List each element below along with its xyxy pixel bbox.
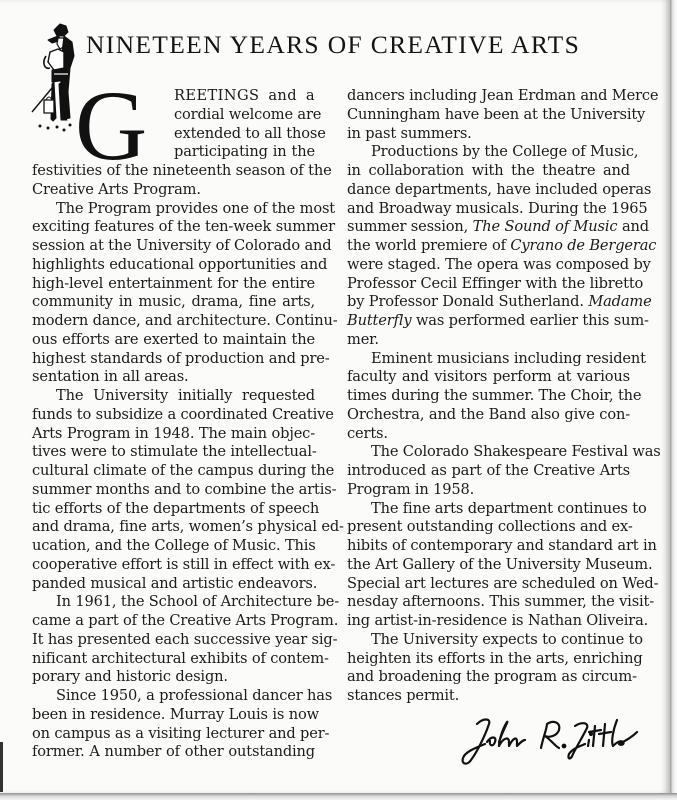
text-line: dancers including Jean Erdman and Merce	[347, 87, 659, 104]
text-line: introduced as part of the Creative Arts	[347, 462, 630, 479]
text-line: sentation in all areas.	[32, 368, 189, 386]
text-line: exciting features of the ten-week summer	[32, 218, 335, 236]
left-column	[32, 70, 344, 762]
right-column	[347, 87, 661, 706]
text-line: in collaboration with the theatre and	[347, 162, 630, 179]
text-line: been in residence. Murray Louis is now	[32, 705, 319, 723]
text-line: ucation, and the College of Music. This	[32, 537, 316, 554]
text-fragment: and	[621, 218, 649, 236]
text-line: Creative Arts Program.	[32, 180, 201, 198]
text-line: Professor Cecil Effinger with the libretto	[347, 274, 644, 292]
text-line: Program in 1958.	[347, 480, 475, 498]
page-edge-right	[670, 0, 677, 800]
text-line: heighten its efforts in the arts, enriching	[347, 649, 643, 667]
text-line: former. A number of other outstanding	[32, 743, 315, 761]
text-line: The fine arts department continues to	[371, 499, 647, 517]
text-fragment: the world premiere of	[347, 237, 506, 254]
text-line: and drama, fine arts, women’s physical ed-	[32, 518, 344, 536]
work-title-sound-of-music: The Sound of Music	[472, 218, 618, 236]
text-line: Productions by the College of Music,	[371, 143, 639, 161]
text-line: highlights educational opportunities and	[32, 255, 328, 273]
text-line: came a part of the Creative Arts Program.	[32, 612, 339, 629]
text-line: community in music, drama, fine arts,	[32, 293, 315, 311]
text-line: Orchestra, and the Band also give con-	[347, 405, 630, 423]
text-line: funds to subsidize a coordinated Creative	[32, 405, 334, 423]
text-line: Special art lectures are scheduled on Wed-	[347, 574, 659, 592]
page-edge-bottom	[0, 793, 677, 800]
text-line: in past summers.	[347, 124, 472, 142]
text-line: and broadening the program as circum-	[347, 668, 637, 686]
text-line: cordial welcome are	[174, 105, 322, 123]
binding-edge-mark	[0, 742, 3, 792]
text-line: stances permit.	[347, 687, 460, 704]
text-fragment: by Professor Donald Sutherland.	[347, 293, 584, 311]
text-line: REETINGS and a	[174, 87, 315, 104]
text-line: certs.	[347, 424, 388, 442]
text-line: extended to all those	[174, 124, 326, 142]
text-line: highest standards of production and pre-	[32, 349, 330, 367]
text-line: nesday afternoons. This summer, the visit-	[347, 593, 655, 611]
page-title: NINETEEN YEARS OF CREATIVE ARTS	[86, 30, 581, 59]
text-line: Eminent musicians including resident	[371, 349, 646, 367]
text-line: ous efforts are exerted to maintain the	[32, 330, 315, 348]
text-line: session at the University of Colorado and	[32, 237, 332, 254]
text-line: participating in the	[174, 143, 315, 161]
text-line: panded musical and artistic endeavors.	[32, 574, 318, 592]
handwritten-signature	[455, 712, 645, 772]
text-line: It has presented each successive year sig-	[32, 630, 338, 648]
text-line: The Colorado Shakespeare Festival was	[371, 443, 661, 461]
text-line: In 1961, the School of Architecture be-	[56, 593, 340, 611]
text-line: faculty and visitors perform at various	[347, 368, 630, 386]
text-line: The University initially requested	[56, 387, 315, 404]
text-line: and Broadway musicals. During the 1965	[347, 199, 648, 217]
work-title-madame: Madame	[588, 293, 652, 311]
text-line: festivities of the nineteenth season of the	[32, 162, 332, 179]
text-line: Cunningham have been at the University	[347, 105, 646, 123]
text-line: nificant architectural exhibits of contem-	[32, 649, 329, 667]
text-line: modern dance, and architecture. Continu-	[32, 312, 338, 329]
text-line: tives were to stimulate the intellectual-	[32, 443, 317, 461]
text-line: Since 1950, a professional dancer has	[56, 687, 333, 704]
drop-cap: G	[75, 70, 148, 181]
text-line: tic efforts of the departments of speech	[32, 499, 320, 517]
text-line: porary and historic design.	[32, 668, 228, 686]
text-fragment: summer session,	[347, 218, 469, 236]
text-fragment: was performed earlier this sum-	[415, 312, 649, 329]
text-line: ing artist-in-residence is Nathan Oliveira.	[347, 612, 649, 629]
work-title-cyrano: Cyrano de Bergerac	[510, 237, 657, 254]
text-line: Arts Program in 1948. The main objec-	[32, 424, 315, 442]
text-line: mer.	[347, 330, 379, 348]
text-line-with-title	[347, 312, 649, 331]
text-line: cultural climate of the campus during the	[32, 462, 335, 479]
text-line: times during the summer. The Choir, the	[347, 387, 642, 404]
text-line: on campus as a visiting lecturer and per-	[32, 724, 330, 742]
text-line: present outstanding collections and ex-	[347, 518, 633, 536]
text-line: the Art Gallery of the University Museum.	[347, 555, 653, 573]
text-line: cooperative effort is still in effect with ex-	[32, 555, 336, 573]
text-line-with-title	[347, 218, 649, 237]
text-line: summer months and to combine the artis-	[32, 480, 337, 498]
text-line: were staged. The opera was composed by	[347, 255, 651, 273]
work-title-butterfly: Butterfly	[347, 312, 412, 329]
text-line: dance departments, have included operas	[347, 180, 652, 198]
text-line-with-title	[347, 293, 652, 312]
text-line: hibits of contemporary and standard art in	[347, 537, 657, 554]
text-line-with-title	[347, 237, 657, 256]
text-line: The Program provides one of the most	[56, 199, 336, 217]
text-line: The University expects to continue to	[371, 630, 643, 648]
text-line: high-level entertainment for the entire	[32, 274, 315, 292]
